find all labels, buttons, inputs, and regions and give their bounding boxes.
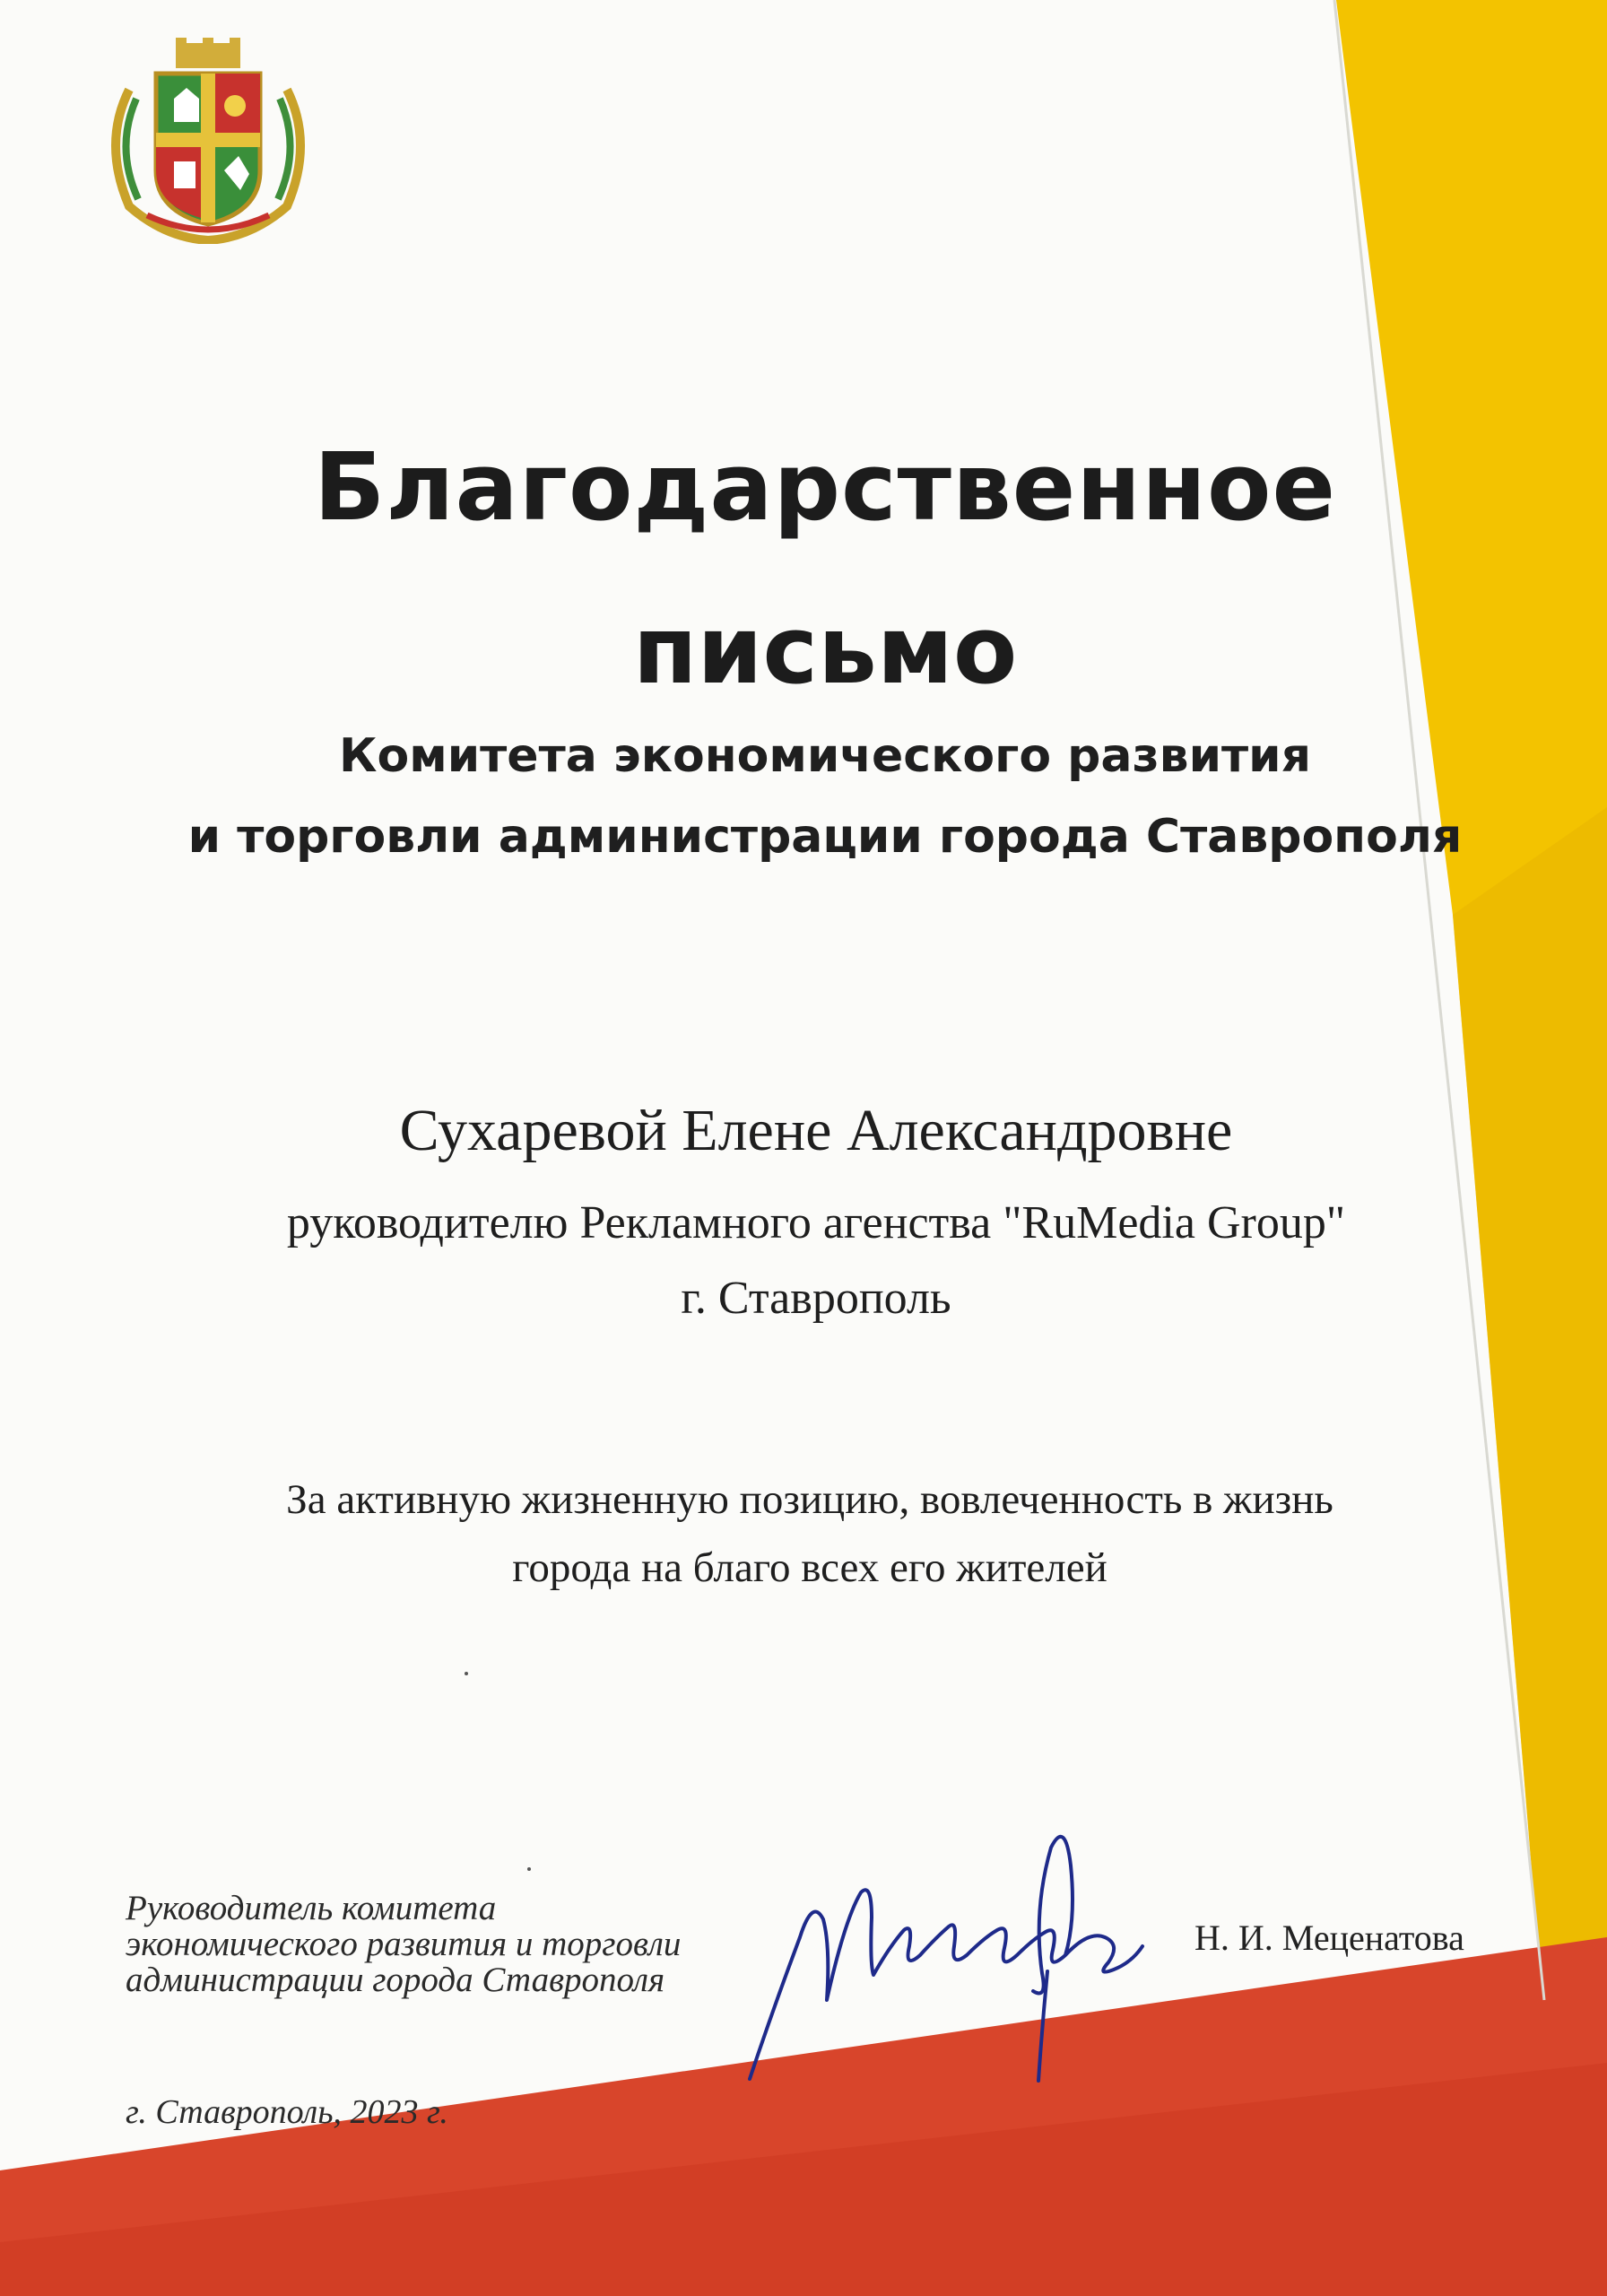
- paper-speck: [465, 1672, 468, 1675]
- award-reason-line-2: города на благо всех его жителей: [512, 1544, 1108, 1591]
- signatory-title-line-1: Руководитель комитета: [126, 1889, 497, 1927]
- coat-of-arms-logo: [93, 36, 323, 244]
- signatory-name: Н. И. Меценатова: [1194, 1918, 1464, 1958]
- award-reason-line-1: За активную жизненную позицию, вовлеченность в жизнь: [286, 1476, 1333, 1523]
- document-title-second-line: письмо: [632, 596, 1018, 705]
- signatory-title-line-3: администрации города Ставрополя: [126, 1961, 665, 1999]
- signatory-title-line-2: экономического развития и торговли: [126, 1925, 682, 1963]
- issuer-line-1: Комитета экономического развития: [339, 729, 1311, 783]
- handwritten-signature: [737, 1812, 1168, 2108]
- issuer-line-2: и торговли администрации города Ставрополя: [187, 810, 1463, 864]
- recipient-name: Сухаревой Елене Александровне: [399, 1098, 1233, 1163]
- recipient-position: руководителю Рекламного агенства "RuMedia Group": [286, 1197, 1346, 1248]
- recipient-city: г. Ставрополь: [681, 1273, 951, 1324]
- place-and-date: г. Ставрополь, 2023 г.: [126, 2093, 448, 2131]
- yellow-band-shadow: [1453, 807, 1607, 2018]
- document-title: Благодарственное: [314, 432, 1336, 542]
- signatory-title: [126, 1891, 681, 1998]
- paper-speck: [527, 1867, 531, 1871]
